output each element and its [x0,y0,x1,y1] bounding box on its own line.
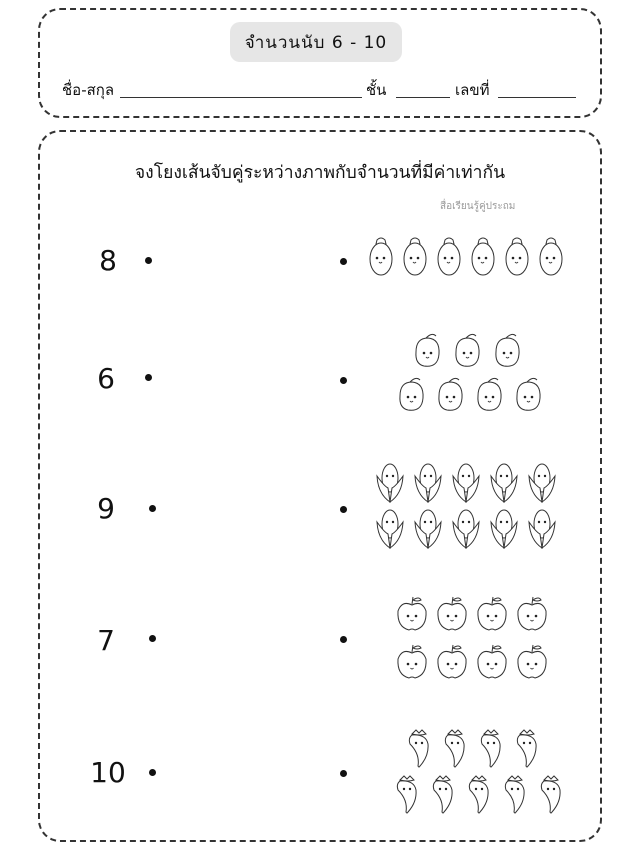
mango-icon [450,332,484,370]
mango-icon [472,376,506,414]
chili-icon [440,726,470,770]
class-field[interactable] [396,97,450,98]
worksheet-title: จำนวนนับ 6 - 10 [230,22,402,62]
picture-dot[interactable] [340,506,347,513]
eggplant-icon [468,234,498,278]
picture-dot[interactable] [340,377,347,384]
apple-icon [514,642,550,682]
eggplant-icon [502,234,532,278]
number-dot[interactable] [149,505,156,512]
name-field[interactable] [120,97,362,98]
chili-icon [428,772,458,816]
eggplant-icon [536,234,566,278]
corn-icon [412,506,444,550]
instruction-text: จงโยงเส้นจับคู่ระหว่างภาพกับจำนวนที่มีค่าเท่ากัน [134,163,506,183]
chili-icon [500,772,530,816]
corn-icon [412,460,444,504]
apple-icon [474,642,510,682]
chili-icon [392,772,422,816]
chili-icon [464,772,494,816]
corn-icon [526,460,558,504]
number-label: 8 [99,244,117,277]
number-label: 6 [97,362,115,395]
chili-icon [536,772,566,816]
number-label: เลขที่ [455,81,490,99]
number-label: 9 [97,492,115,525]
eggplant-icon [434,234,464,278]
apple-icon [434,642,470,682]
class-label: ชั้น [366,81,387,99]
number-dot[interactable] [149,635,156,642]
student-number-field[interactable] [498,97,576,98]
mango-icon [433,376,467,414]
corn-icon [374,460,406,504]
apple-icon [394,594,430,634]
number-label: 7 [97,624,115,657]
apple-icon [394,642,430,682]
chili-icon [512,726,542,770]
number-label: 10 [90,756,126,789]
eggplant-icon [366,234,396,278]
corn-icon [450,460,482,504]
mango-icon [490,332,524,370]
number-dot[interactable] [149,769,156,776]
corn-icon [526,506,558,550]
picture-dot[interactable] [340,258,347,265]
apple-icon [474,594,510,634]
watermark: สื่อเรียนรู้คู่ประถม [440,201,516,212]
chili-icon [476,726,506,770]
picture-dot[interactable] [340,636,347,643]
mango-icon [394,376,428,414]
name-label: ชื่อ-สกุล [62,81,115,99]
number-dot[interactable] [145,374,152,381]
chili-icon [404,726,434,770]
corn-icon [488,460,520,504]
corn-icon [374,506,406,550]
number-dot[interactable] [145,257,152,264]
apple-icon [514,594,550,634]
mango-icon [511,376,545,414]
mango-icon [410,332,444,370]
corn-icon [488,506,520,550]
apple-icon [434,594,470,634]
corn-icon [450,506,482,550]
eggplant-icon [400,234,430,278]
picture-dot[interactable] [340,770,347,777]
